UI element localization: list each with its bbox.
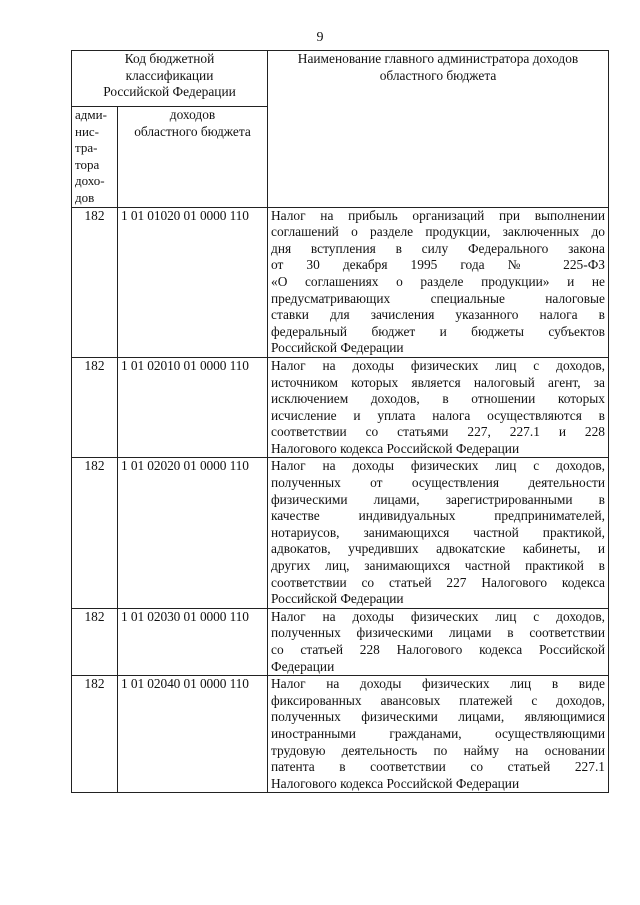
table-body — [72, 207, 609, 793]
table-row — [72, 207, 609, 357]
income-name-cell — [268, 458, 609, 608]
table-row — [72, 357, 609, 458]
group-title-line: Код бюджетной — [124, 51, 215, 66]
income-name-line: полученных физическими лицами, являющимися — [271, 709, 605, 725]
income-name-line: физическими лицами, зарегистрированными в — [271, 491, 605, 507]
income-code-cell: 1 01 02030 01 0000 110 — [118, 608, 268, 675]
table-row — [72, 676, 609, 793]
group-title-line: классификации — [125, 67, 214, 83]
income-name-line: Российской Федерации — [271, 340, 404, 356]
administrator-code-cell: 182 — [72, 458, 118, 608]
administrator-code-cell: 182 — [72, 207, 118, 357]
income-name-line: трудовую деятельность по найму на основании — [271, 742, 605, 758]
admin-header-line: тора — [75, 156, 100, 172]
administrator-code-header — [72, 107, 118, 208]
income-code-cell: 1 01 01020 01 0000 110 — [118, 207, 268, 357]
income-name-line: патента в соответствии со статьей 227.1 — [271, 759, 605, 775]
admin-header-line: адми- — [75, 107, 107, 122]
administrator-code-cell: 182 — [72, 357, 118, 458]
income-name-line: со статьей 228 Налогового кодекса Российской — [271, 642, 605, 657]
income-name-line: Российской Федерации — [271, 591, 404, 607]
income-name-cell — [268, 608, 609, 675]
administrator-code-cell: 182 — [72, 608, 118, 675]
income-name-line: Налогового кодекса Российской Федерации — [271, 440, 520, 456]
income-name-line: исчисление и уплата налога осуществляются в — [271, 407, 605, 423]
income-name-line: Налог на доходы физических лиц с доходов, — [271, 608, 605, 624]
income-name-line: дня вступления в силу Федерального закона — [271, 240, 605, 256]
admin-header-line: дохо- — [75, 173, 105, 189]
income-name-line: федеральный бюджет и бюджеты субъектов — [271, 323, 605, 339]
income-name-line: Налог на доходы физических лиц с доходов, — [271, 357, 605, 373]
income-code-cell: 1 01 02040 01 0000 110 — [118, 676, 268, 793]
income-name-line: Налог на доходы физических лиц в виде — [271, 676, 605, 692]
admin-header-line: тра- — [75, 140, 98, 156]
income-name-line: Налог на прибыль организаций при выполнении — [271, 207, 605, 223]
budget-classification-table — [71, 50, 609, 793]
administrator-code-cell: 182 — [72, 676, 118, 793]
income-code-cell: 1 01 02020 01 0000 110 — [118, 458, 268, 608]
page-number: 9 — [316, 30, 324, 45]
budget-code-group-header — [72, 51, 268, 107]
name-header-line: Наименование главного администратора доходов — [297, 51, 579, 66]
income-name-line: качестве индивидуальных предпринимателей, — [271, 508, 605, 524]
income-name-line: Федерации — [271, 658, 335, 674]
income-name-line: источником которых является налоговый агент, за — [271, 374, 605, 390]
income-name-line: других лиц, занимающихся частной практикой в — [271, 558, 605, 574]
income-name-line: Налогового кодекса Российской Федерации — [271, 775, 520, 791]
header-row-top — [72, 51, 609, 107]
income-header-line: областного бюджета — [134, 123, 251, 139]
income-name-line: от 30 декабря 1995 года № 225-ФЗ — [271, 257, 605, 273]
income-name-cell — [268, 357, 609, 458]
income-name-line: соответствии со статьей 227 Налогового кодекса — [271, 574, 605, 590]
income-name-line: соглашений о разделе продукции, заключенных до — [271, 224, 605, 240]
name-header-line: областного бюджета — [379, 67, 497, 83]
income-header-line: доходов — [169, 107, 216, 122]
group-title-line: Российской Федерации — [103, 84, 236, 100]
income-name-line: полученных физическими лицами в соответствии — [271, 625, 605, 641]
income-name-line: «О соглашениях о разделе продукции» и не — [271, 273, 605, 289]
income-name-line: исключением доходов, в отношении которых — [271, 391, 605, 407]
income-name-line: ставки для зачисления указанного налога в — [271, 307, 605, 323]
table-row — [72, 608, 609, 675]
income-name-line: нотариусов, занимающихся частной практикой, — [271, 524, 605, 540]
income-name-line: адвокатов, учредивших адвокатские кабинеты, и — [271, 541, 605, 557]
income-name-cell — [268, 676, 609, 793]
income-code-header — [118, 107, 268, 208]
income-name-line: полученных от осуществления деятельности — [271, 475, 605, 491]
income-name-cell — [268, 207, 609, 357]
income-code-cell: 1 01 02010 01 0000 110 — [118, 357, 268, 458]
table-row — [72, 458, 609, 608]
admin-header-line: дов — [75, 189, 95, 205]
administrator-name-header — [268, 51, 609, 208]
income-name-line: предусматривающих специальные налоговые — [271, 290, 605, 306]
income-name-line: соответствии со статьями 227, 227.1 и 228 — [271, 424, 605, 440]
income-name-line: фиксированных авансовых платежей с доходов, — [271, 692, 605, 708]
income-name-line: иностранными гражданами, осуществляющими — [271, 725, 605, 741]
income-name-line: Налог на доходы физических лиц с доходов, — [271, 458, 605, 474]
admin-header-line: нис- — [75, 123, 100, 139]
